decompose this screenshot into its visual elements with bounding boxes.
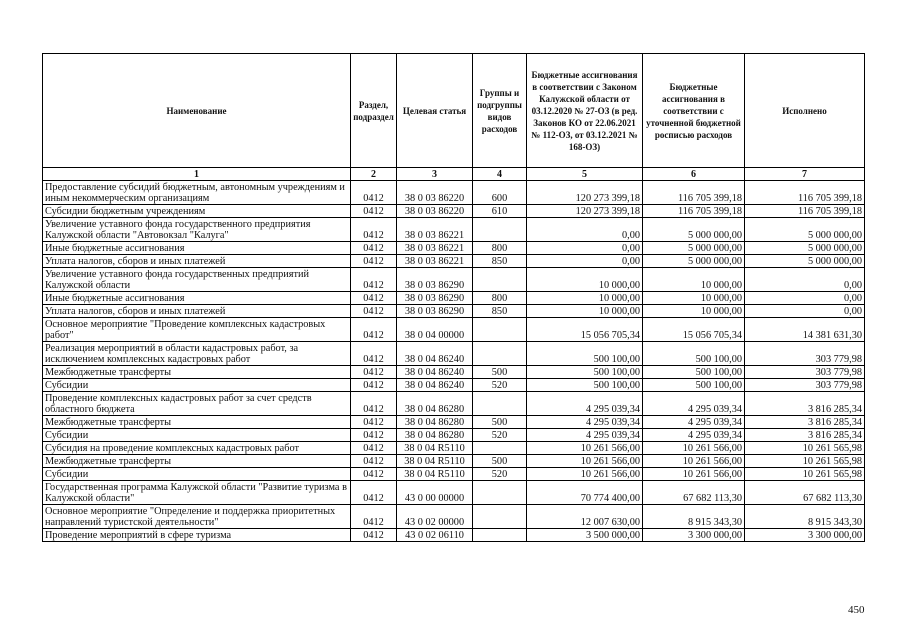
row-group-cell: 800 bbox=[473, 292, 527, 305]
row-refined-amount-cell: 5 000 000,00 bbox=[643, 218, 745, 242]
table-row bbox=[43, 292, 865, 305]
row-name-cell: Субсидии bbox=[43, 379, 351, 392]
row-target-cell: 38 0 04 R5110 bbox=[397, 468, 473, 481]
column-number: 2 bbox=[351, 168, 397, 181]
column-number-row bbox=[43, 168, 865, 181]
row-executed-amount-cell: 0,00 bbox=[745, 268, 865, 292]
row-name-cell: Проведение мероприятий в сфере туризма bbox=[43, 529, 351, 542]
header-name: Наименование bbox=[43, 54, 351, 168]
row-name-cell: Уплата налогов, сборов и иных платежей bbox=[43, 255, 351, 268]
row-executed-amount-cell: 3 816 285,34 bbox=[745, 429, 865, 442]
table-body bbox=[43, 181, 865, 542]
row-law-amount-cell: 4 295 039,34 bbox=[527, 416, 643, 429]
row-refined-amount-cell: 500 100,00 bbox=[643, 342, 745, 366]
row-refined-amount-cell: 8 915 343,30 bbox=[643, 505, 745, 529]
row-name-cell: Субсидии bbox=[43, 429, 351, 442]
row-law-amount-cell: 10 000,00 bbox=[527, 305, 643, 318]
header-target: Целевая статья bbox=[397, 54, 473, 168]
row-group-cell bbox=[473, 442, 527, 455]
row-name-cell: Увеличение уставного фонда государственного предприятия Калужской области "Автовокзал "Калуга" bbox=[43, 218, 351, 242]
row-law-amount-cell: 120 273 399,18 bbox=[527, 181, 643, 205]
row-section-cell: 0412 bbox=[351, 392, 397, 416]
row-group-cell: 520 bbox=[473, 379, 527, 392]
row-refined-amount-cell: 10 000,00 bbox=[643, 268, 745, 292]
row-executed-amount-cell: 0,00 bbox=[745, 292, 865, 305]
row-section-cell: 0412 bbox=[351, 429, 397, 442]
table-row bbox=[43, 205, 865, 218]
row-target-cell: 38 0 04 R5110 bbox=[397, 442, 473, 455]
row-law-amount-cell: 0,00 bbox=[527, 242, 643, 255]
row-refined-amount-cell: 4 295 039,34 bbox=[643, 416, 745, 429]
row-executed-amount-cell: 303 779,98 bbox=[745, 366, 865, 379]
table-row bbox=[43, 366, 865, 379]
row-executed-amount-cell: 116 705 399,18 bbox=[745, 205, 865, 218]
row-section-cell: 0412 bbox=[351, 205, 397, 218]
table-row bbox=[43, 342, 865, 366]
budget-table bbox=[42, 53, 865, 542]
row-law-amount-cell: 4 295 039,34 bbox=[527, 429, 643, 442]
header-executed: Исполнено bbox=[745, 54, 865, 168]
row-law-amount-cell: 10 261 566,00 bbox=[527, 455, 643, 468]
row-group-cell bbox=[473, 481, 527, 505]
row-target-cell: 38 0 04 R5110 bbox=[397, 455, 473, 468]
row-target-cell: 43 0 02 00000 bbox=[397, 505, 473, 529]
row-section-cell: 0412 bbox=[351, 529, 397, 542]
row-name-cell: Межбюджетные трансферты bbox=[43, 416, 351, 429]
row-law-amount-cell: 10 000,00 bbox=[527, 268, 643, 292]
row-executed-amount-cell: 303 779,98 bbox=[745, 342, 865, 366]
table-header-row bbox=[43, 54, 865, 168]
row-target-cell: 38 0 03 86290 bbox=[397, 292, 473, 305]
row-refined-amount-cell: 4 295 039,34 bbox=[643, 429, 745, 442]
row-target-cell: 38 0 03 86290 bbox=[397, 268, 473, 292]
row-executed-amount-cell: 10 261 565,98 bbox=[745, 468, 865, 481]
row-law-amount-cell: 120 273 399,18 bbox=[527, 205, 643, 218]
row-refined-amount-cell: 10 261 566,00 bbox=[643, 468, 745, 481]
row-target-cell: 38 0 03 86221 bbox=[397, 255, 473, 268]
row-law-amount-cell: 0,00 bbox=[527, 255, 643, 268]
row-group-cell bbox=[473, 318, 527, 342]
row-target-cell: 38 0 04 86240 bbox=[397, 342, 473, 366]
row-executed-amount-cell: 5 000 000,00 bbox=[745, 242, 865, 255]
row-section-cell: 0412 bbox=[351, 379, 397, 392]
row-group-cell bbox=[473, 218, 527, 242]
row-group-cell: 800 bbox=[473, 242, 527, 255]
table-row bbox=[43, 218, 865, 242]
row-target-cell: 38 0 04 86240 bbox=[397, 366, 473, 379]
row-section-cell: 0412 bbox=[351, 305, 397, 318]
row-name-cell: Основное мероприятие "Определение и поддержка приоритетных направлений туристской деятельности" bbox=[43, 505, 351, 529]
row-group-cell: 850 bbox=[473, 255, 527, 268]
row-target-cell: 38 0 04 86280 bbox=[397, 392, 473, 416]
row-law-amount-cell: 500 100,00 bbox=[527, 379, 643, 392]
table-row bbox=[43, 392, 865, 416]
row-target-cell: 38 0 04 86240 bbox=[397, 379, 473, 392]
row-law-amount-cell: 10 261 566,00 bbox=[527, 468, 643, 481]
row-section-cell: 0412 bbox=[351, 342, 397, 366]
row-name-cell: Государственная программа Калужской области "Развитие туризма в Калужской области" bbox=[43, 481, 351, 505]
column-number: 7 bbox=[745, 168, 865, 181]
row-group-cell bbox=[473, 342, 527, 366]
row-law-amount-cell: 500 100,00 bbox=[527, 366, 643, 379]
row-executed-amount-cell: 14 381 631,30 bbox=[745, 318, 865, 342]
row-executed-amount-cell: 0,00 bbox=[745, 305, 865, 318]
row-group-cell: 600 bbox=[473, 181, 527, 205]
table-row bbox=[43, 181, 865, 205]
row-executed-amount-cell: 5 000 000,00 bbox=[745, 255, 865, 268]
header-refined-assignments: Бюджетные ассигнования в соответствии с уточненной бюджетной росписью расходов bbox=[643, 54, 745, 168]
row-name-cell: Основное мероприятие "Проведение комплексных кадастровых работ" bbox=[43, 318, 351, 342]
table-row bbox=[43, 529, 865, 542]
row-target-cell: 38 0 03 86221 bbox=[397, 242, 473, 255]
column-number: 5 bbox=[527, 168, 643, 181]
row-name-cell: Субсидии бюджетным учреждениям bbox=[43, 205, 351, 218]
row-law-amount-cell: 12 007 630,00 bbox=[527, 505, 643, 529]
row-law-amount-cell: 3 500 000,00 bbox=[527, 529, 643, 542]
row-target-cell: 38 0 03 86290 bbox=[397, 305, 473, 318]
row-target-cell: 38 0 04 86280 bbox=[397, 416, 473, 429]
row-target-cell: 43 0 02 06110 bbox=[397, 529, 473, 542]
row-law-amount-cell: 500 100,00 bbox=[527, 342, 643, 366]
row-refined-amount-cell: 5 000 000,00 bbox=[643, 242, 745, 255]
row-refined-amount-cell: 5 000 000,00 bbox=[643, 255, 745, 268]
row-refined-amount-cell: 3 300 000,00 bbox=[643, 529, 745, 542]
table-row bbox=[43, 505, 865, 529]
row-target-cell: 38 0 04 00000 bbox=[397, 318, 473, 342]
table-row bbox=[43, 442, 865, 455]
table-row bbox=[43, 242, 865, 255]
row-section-cell: 0412 bbox=[351, 505, 397, 529]
row-target-cell: 43 0 00 00000 bbox=[397, 481, 473, 505]
row-refined-amount-cell: 67 682 113,30 bbox=[643, 481, 745, 505]
row-group-cell: 500 bbox=[473, 366, 527, 379]
row-refined-amount-cell: 10 261 566,00 bbox=[643, 442, 745, 455]
row-executed-amount-cell: 5 000 000,00 bbox=[745, 218, 865, 242]
row-executed-amount-cell: 8 915 343,30 bbox=[745, 505, 865, 529]
row-law-amount-cell: 15 056 705,34 bbox=[527, 318, 643, 342]
row-executed-amount-cell: 67 682 113,30 bbox=[745, 481, 865, 505]
table-row bbox=[43, 268, 865, 292]
row-name-cell: Межбюджетные трансферты bbox=[43, 366, 351, 379]
row-name-cell: Проведение комплексных кадастровых работ за счет средств областного бюджета bbox=[43, 392, 351, 416]
row-section-cell: 0412 bbox=[351, 318, 397, 342]
row-section-cell: 0412 bbox=[351, 442, 397, 455]
row-section-cell: 0412 bbox=[351, 218, 397, 242]
row-section-cell: 0412 bbox=[351, 255, 397, 268]
row-name-cell: Субсидия на проведение комплексных кадастровых работ bbox=[43, 442, 351, 455]
row-group-cell: 500 bbox=[473, 455, 527, 468]
row-refined-amount-cell: 500 100,00 bbox=[643, 379, 745, 392]
row-executed-amount-cell: 10 261 565,98 bbox=[745, 455, 865, 468]
header-section: Раздел, подраздел bbox=[351, 54, 397, 168]
row-executed-amount-cell: 3 816 285,34 bbox=[745, 392, 865, 416]
row-executed-amount-cell: 3 300 000,00 bbox=[745, 529, 865, 542]
row-law-amount-cell: 4 295 039,34 bbox=[527, 392, 643, 416]
row-executed-amount-cell: 116 705 399,18 bbox=[745, 181, 865, 205]
row-section-cell: 0412 bbox=[351, 416, 397, 429]
table-row bbox=[43, 481, 865, 505]
row-law-amount-cell: 10 000,00 bbox=[527, 292, 643, 305]
row-target-cell: 38 0 04 86280 bbox=[397, 429, 473, 442]
header-law-assignments: Бюджетные ассигнования в соответствии с Законом Калужской области от 03.12.2020 № 27-ОЗ (в ред. Законов КО от 22.06.2021 № 112-ОЗ, от 03.12.2021 № 168-ОЗ) bbox=[527, 54, 643, 168]
table-row bbox=[43, 455, 865, 468]
row-section-cell: 0412 bbox=[351, 242, 397, 255]
row-executed-amount-cell: 10 261 565,98 bbox=[745, 442, 865, 455]
column-number: 6 bbox=[643, 168, 745, 181]
table-row bbox=[43, 379, 865, 392]
row-group-cell bbox=[473, 268, 527, 292]
table-row bbox=[43, 305, 865, 318]
row-section-cell: 0412 bbox=[351, 366, 397, 379]
column-number: 3 bbox=[397, 168, 473, 181]
row-target-cell: 38 0 03 86220 bbox=[397, 181, 473, 205]
row-section-cell: 0412 bbox=[351, 268, 397, 292]
row-refined-amount-cell: 4 295 039,34 bbox=[643, 392, 745, 416]
row-name-cell: Субсидии bbox=[43, 468, 351, 481]
row-name-cell: Межбюджетные трансферты bbox=[43, 455, 351, 468]
row-group-cell bbox=[473, 392, 527, 416]
row-refined-amount-cell: 10 000,00 bbox=[643, 305, 745, 318]
table-row bbox=[43, 255, 865, 268]
table-row bbox=[43, 429, 865, 442]
row-target-cell: 38 0 03 86220 bbox=[397, 205, 473, 218]
row-group-cell: 520 bbox=[473, 429, 527, 442]
row-group-cell bbox=[473, 529, 527, 542]
row-section-cell: 0412 bbox=[351, 455, 397, 468]
row-section-cell: 0412 bbox=[351, 468, 397, 481]
row-group-cell: 850 bbox=[473, 305, 527, 318]
row-group-cell: 610 bbox=[473, 205, 527, 218]
row-section-cell: 0412 bbox=[351, 481, 397, 505]
row-name-cell: Иные бюджетные ассигнования bbox=[43, 242, 351, 255]
table-row bbox=[43, 468, 865, 481]
row-name-cell: Уплата налогов, сборов и иных платежей bbox=[43, 305, 351, 318]
row-group-cell: 520 bbox=[473, 468, 527, 481]
column-number: 1 bbox=[43, 168, 351, 181]
row-law-amount-cell: 70 774 400,00 bbox=[527, 481, 643, 505]
row-section-cell: 0412 bbox=[351, 292, 397, 305]
row-refined-amount-cell: 15 056 705,34 bbox=[643, 318, 745, 342]
row-name-cell: Предоставление субсидий бюджетным, автономным учреждениям и иным некоммерческим организациям bbox=[43, 181, 351, 205]
row-refined-amount-cell: 10 261 566,00 bbox=[643, 455, 745, 468]
table-row bbox=[43, 318, 865, 342]
row-executed-amount-cell: 3 816 285,34 bbox=[745, 416, 865, 429]
row-group-cell bbox=[473, 505, 527, 529]
row-law-amount-cell: 10 261 566,00 bbox=[527, 442, 643, 455]
row-refined-amount-cell: 10 000,00 bbox=[643, 292, 745, 305]
row-refined-amount-cell: 116 705 399,18 bbox=[643, 181, 745, 205]
header-group: Группы и подгруппы видов расходов bbox=[473, 54, 527, 168]
row-refined-amount-cell: 500 100,00 bbox=[643, 366, 745, 379]
row-group-cell: 500 bbox=[473, 416, 527, 429]
column-number: 4 bbox=[473, 168, 527, 181]
table-row bbox=[43, 416, 865, 429]
row-name-cell: Иные бюджетные ассигнования bbox=[43, 292, 351, 305]
row-section-cell: 0412 bbox=[351, 181, 397, 205]
row-law-amount-cell: 0,00 bbox=[527, 218, 643, 242]
row-target-cell: 38 0 03 86221 bbox=[397, 218, 473, 242]
row-refined-amount-cell: 116 705 399,18 bbox=[643, 205, 745, 218]
row-name-cell: Реализация мероприятий в области кадастровых работ, за исключением комплексных кадастровых работ bbox=[43, 342, 351, 366]
row-executed-amount-cell: 303 779,98 bbox=[745, 379, 865, 392]
row-name-cell: Увеличение уставного фонда государственных предприятий Калужской области bbox=[43, 268, 351, 292]
page-number: 450 bbox=[848, 604, 865, 616]
